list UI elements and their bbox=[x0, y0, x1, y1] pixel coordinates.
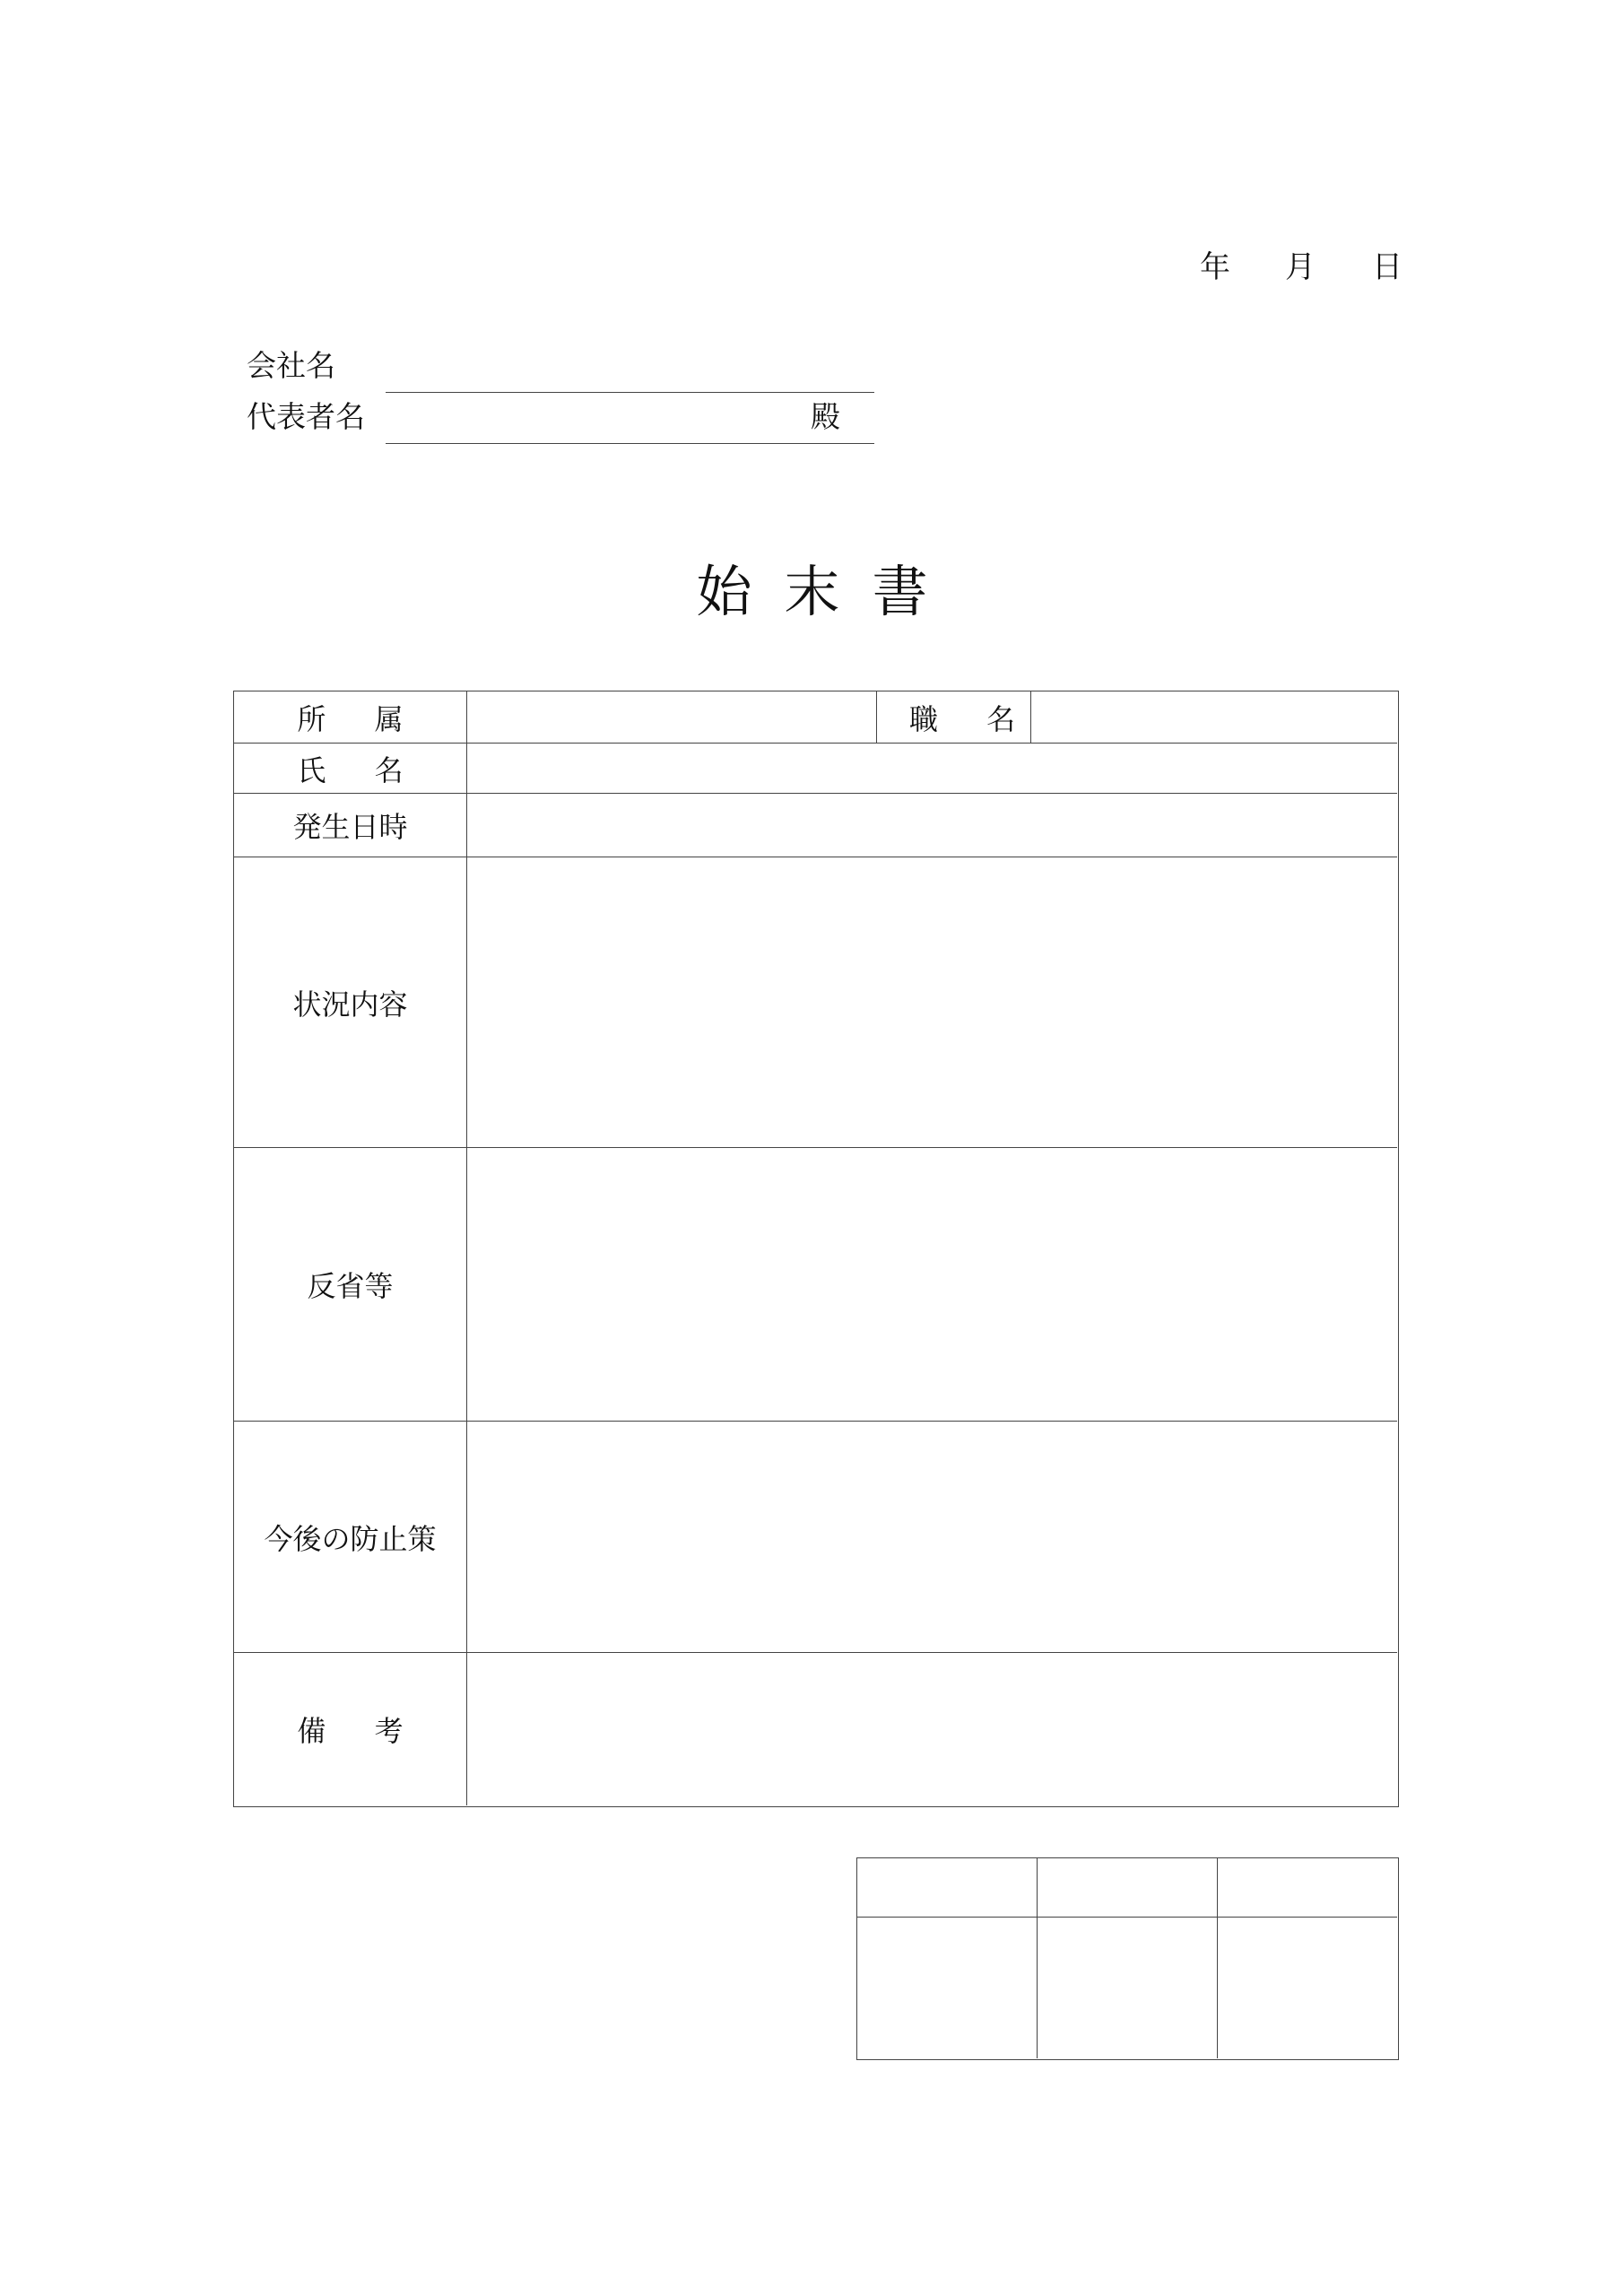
company-name-label: 会社名 bbox=[247, 348, 335, 383]
name-field[interactable] bbox=[467, 744, 1397, 793]
situation-label: 状況内容 bbox=[292, 987, 408, 1022]
situation-field[interactable] bbox=[467, 857, 1397, 1147]
position-field[interactable] bbox=[1031, 691, 1397, 743]
representative-name-label: 代表者名 bbox=[247, 399, 365, 434]
stamp-seal-cell-2[interactable] bbox=[1038, 1918, 1217, 2058]
occurrence-datetime-label: 発生日時 bbox=[292, 810, 408, 844]
representative-name-field[interactable] bbox=[386, 443, 874, 444]
reflection-label: 反省等 bbox=[307, 1269, 394, 1303]
document-title: 始末書 bbox=[696, 559, 960, 624]
remarks-label: 備 考 bbox=[297, 1714, 423, 1748]
stamp-header-cell-1[interactable] bbox=[857, 1858, 1037, 1917]
stamp-seal-cell-3[interactable] bbox=[1218, 1918, 1397, 2058]
affiliation-label: 所 属 bbox=[297, 701, 423, 736]
stamp-header-cell-2[interactable] bbox=[1038, 1858, 1217, 1917]
date-month-label: 月 bbox=[1285, 249, 1316, 285]
approval-stamp-table bbox=[856, 1857, 1399, 2060]
remarks-field[interactable] bbox=[467, 1653, 1397, 1805]
prevention-measures-field[interactable] bbox=[467, 1422, 1397, 1652]
incident-form-table bbox=[233, 691, 1399, 1807]
honorific-suffix: 殿 bbox=[811, 399, 840, 434]
occurrence-datetime-field[interactable] bbox=[467, 794, 1397, 857]
name-label: 氏 名 bbox=[297, 752, 423, 787]
prevention-measures-label: 今後の防止策 bbox=[264, 1521, 437, 1556]
affiliation-field[interactable] bbox=[467, 691, 876, 743]
reflection-field[interactable] bbox=[467, 1148, 1397, 1421]
date-day-label: 日 bbox=[1372, 249, 1403, 285]
company-name-field[interactable] bbox=[386, 392, 874, 393]
position-label: 職 名 bbox=[909, 701, 1036, 736]
date-year-label: 年 bbox=[1200, 249, 1230, 285]
stamp-seal-cell-1[interactable] bbox=[857, 1918, 1037, 2058]
stamp-header-cell-3[interactable] bbox=[1218, 1858, 1397, 1917]
